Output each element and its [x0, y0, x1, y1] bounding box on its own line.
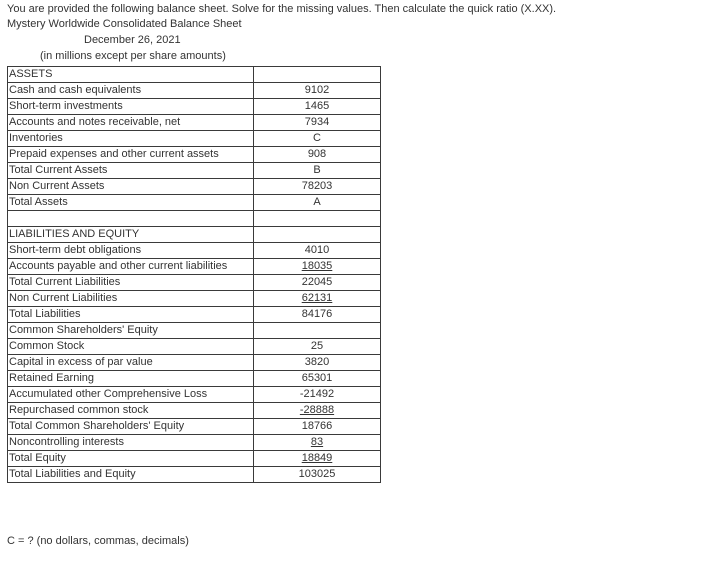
- table-row: [8, 67, 381, 83]
- row-value-cell: [254, 147, 381, 163]
- row-value: 3820: [304, 356, 330, 368]
- question-text: You are provided the following balance sheet. Solve for the missing values. Then calculate the quick ratio (X.XX).: [7, 3, 557, 15]
- row-label: Noncontrolling interests: [8, 435, 254, 451]
- row-label: [8, 211, 254, 227]
- row-value-cell: [254, 435, 381, 451]
- table-row: [8, 275, 381, 291]
- table-row: [8, 467, 381, 483]
- row-label: Total Assets: [8, 195, 254, 211]
- balance-sheet-table: [7, 66, 381, 483]
- row-label: Non Current Liabilities: [8, 291, 254, 307]
- sheet-title: Mystery Worldwide Consolidated Balance Sheet: [7, 18, 242, 30]
- row-value: 83: [310, 436, 324, 448]
- row-value: 103025: [298, 468, 336, 480]
- row-label: Total Current Liabilities: [8, 275, 254, 291]
- row-value-cell: [254, 67, 381, 83]
- row-value: 18766: [301, 420, 333, 432]
- table-row: [8, 163, 381, 179]
- row-value-cell: [254, 227, 381, 243]
- row-value-cell: [254, 323, 381, 339]
- row-value-cell: [254, 195, 381, 211]
- row-label: Total Liabilities: [8, 307, 254, 323]
- table-row: [8, 451, 381, 467]
- row-label: Repurchased common stock: [8, 403, 254, 419]
- row-value-cell: [254, 419, 381, 435]
- row-value: 908: [307, 148, 327, 160]
- row-value-cell: [254, 211, 381, 227]
- table-row: [8, 99, 381, 115]
- row-value: 84176: [301, 308, 333, 320]
- row-value-cell: [254, 307, 381, 323]
- row-value-cell: [254, 467, 381, 483]
- row-label: Retained Earning: [8, 371, 254, 387]
- sheet-date: December 26, 2021: [84, 34, 181, 46]
- row-label: ASSETS: [8, 67, 254, 83]
- table-row: [8, 227, 381, 243]
- row-label: Total Common Shareholders' Equity: [8, 419, 254, 435]
- row-value-cell: [254, 355, 381, 371]
- row-value: 62131: [301, 292, 333, 304]
- table-row: [8, 259, 381, 275]
- answer-prompt: C = ? (no dollars, commas, decimals): [7, 535, 189, 547]
- row-label: Prepaid expenses and other current assets: [8, 147, 254, 163]
- row-value-cell: [254, 99, 381, 115]
- table-row: [8, 195, 381, 211]
- row-label: Accounts payable and other current liabilities: [8, 259, 254, 275]
- table-row: [8, 403, 381, 419]
- row-value: 65301: [301, 372, 333, 384]
- row-label: Inventories: [8, 131, 254, 147]
- row-value-cell: [254, 179, 381, 195]
- row-value: A: [313, 196, 321, 208]
- table-row: [8, 339, 381, 355]
- row-value-cell: [254, 243, 381, 259]
- row-value: C: [313, 132, 321, 144]
- row-value: 1465: [304, 100, 330, 112]
- row-value-cell: [254, 371, 381, 387]
- row-label: Total Equity: [8, 451, 254, 467]
- row-value-cell: [254, 387, 381, 403]
- row-value: -28888: [299, 404, 335, 416]
- sheet-units: (in millions except per share amounts): [40, 50, 226, 62]
- row-value: 7934: [304, 116, 330, 128]
- row-label: Short-term debt obligations: [8, 243, 254, 259]
- row-value-cell: [254, 131, 381, 147]
- row-label: Capital in excess of par value: [8, 355, 254, 371]
- row-value: 78203: [301, 180, 333, 192]
- table-row: [8, 243, 381, 259]
- row-value-cell: [254, 83, 381, 99]
- row-label: Common Shareholders' Equity: [8, 323, 254, 339]
- row-label: Total Liabilities and Equity: [8, 467, 254, 483]
- table-row: [8, 355, 381, 371]
- table-row: [8, 179, 381, 195]
- row-label: Common Stock: [8, 339, 254, 355]
- row-label: Total Current Assets: [8, 163, 254, 179]
- table-row: [8, 323, 381, 339]
- row-value: 4010: [304, 244, 330, 256]
- row-value: B: [313, 164, 321, 176]
- table-row: [8, 419, 381, 435]
- table-row: [8, 115, 381, 131]
- row-value-cell: [254, 403, 381, 419]
- row-label: Non Current Assets: [8, 179, 254, 195]
- row-value: 18849: [301, 452, 333, 464]
- row-value-cell: [254, 115, 381, 131]
- row-label: Cash and cash equivalents: [8, 83, 254, 99]
- row-label: Accumulated other Comprehensive Loss: [8, 387, 254, 403]
- row-value-cell: [254, 339, 381, 355]
- row-value-cell: [254, 163, 381, 179]
- row-value: -21492: [299, 388, 335, 400]
- row-value-cell: [254, 291, 381, 307]
- row-value-cell: [254, 259, 381, 275]
- row-label: Short-term investments: [8, 99, 254, 115]
- row-value: 18035: [301, 260, 333, 272]
- row-label: Accounts and notes receivable, net: [8, 115, 254, 131]
- row-value: 9102: [304, 84, 330, 96]
- row-value-cell: [254, 451, 381, 467]
- table-row: [8, 435, 381, 451]
- row-label: LIABILITIES AND EQUITY: [8, 227, 254, 243]
- table-row: [8, 387, 381, 403]
- table-row: [8, 307, 381, 323]
- table-row: [8, 211, 381, 227]
- table-row: [8, 291, 381, 307]
- row-value-cell: [254, 275, 381, 291]
- table-row: [8, 131, 381, 147]
- row-value: 25: [310, 340, 324, 352]
- table-row: [8, 371, 381, 387]
- table-row: [8, 83, 381, 99]
- row-value: 22045: [301, 276, 333, 288]
- table-row: [8, 147, 381, 163]
